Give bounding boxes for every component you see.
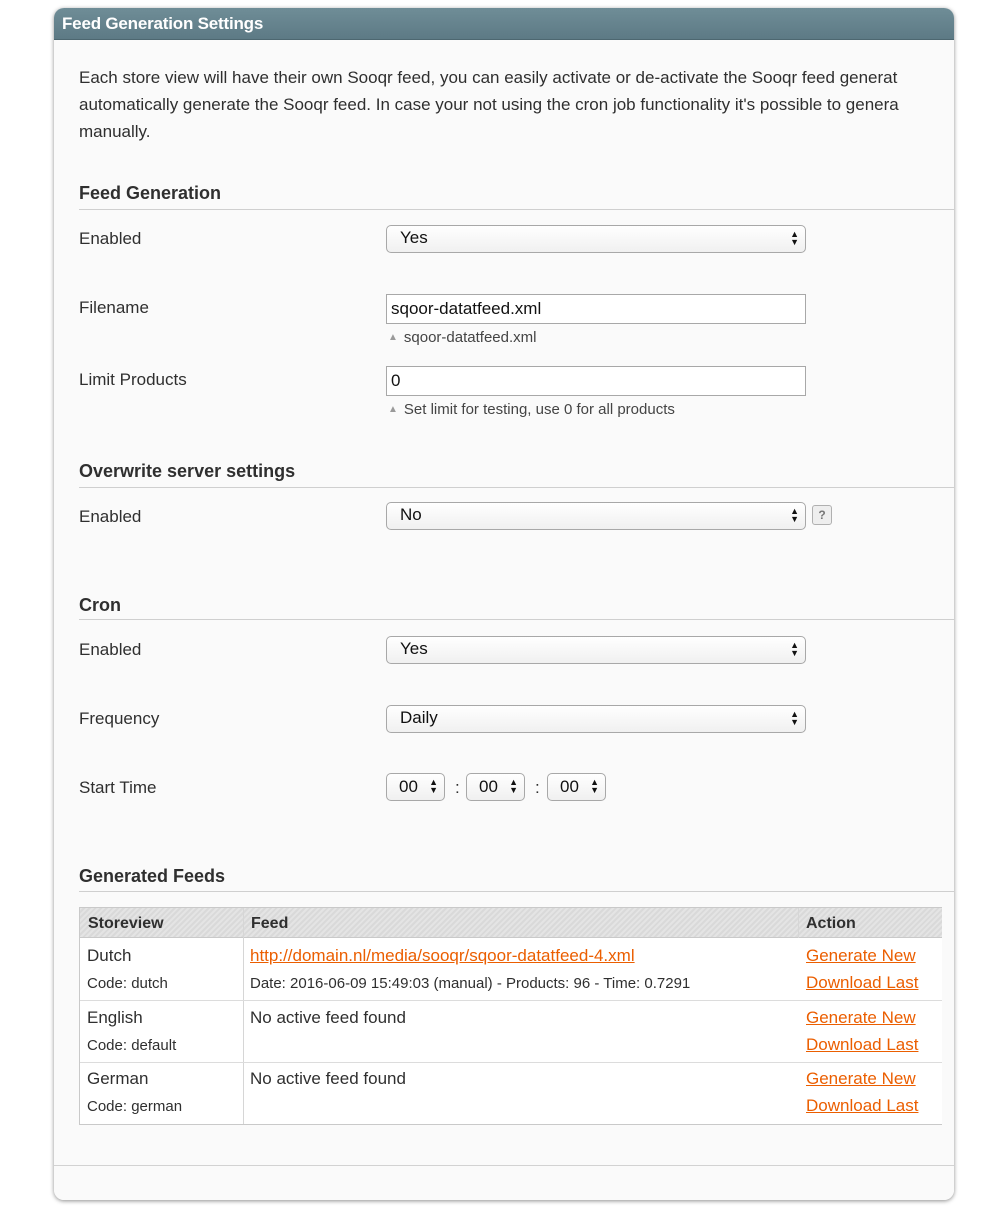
panel-header[interactable]	[54, 8, 954, 40]
feed-status: No active feed found	[250, 1008, 406, 1027]
column-divider	[798, 908, 799, 938]
section-title-cron: Cron	[79, 595, 121, 615]
frequency-label: Frequency	[79, 709, 160, 728]
store-code: Code: german	[87, 1098, 183, 1115]
select-arrows-icon: ▲ ▼	[590, 777, 599, 795]
section-title-generated-feeds: Generated Feeds	[79, 866, 226, 886]
cron-enabled-label: Enabled	[79, 640, 142, 659]
select-arrows-icon: ▲ ▼	[790, 640, 799, 658]
time-separator: :	[455, 778, 460, 797]
column-divider	[243, 908, 244, 1124]
download-last-link[interactable]: Download Last	[806, 1035, 919, 1054]
filename-hint-text: sqoor-datatfeed.xml	[403, 329, 537, 346]
download-last-link[interactable]: Download Last	[806, 1096, 919, 1115]
limit-products-input[interactable]: 0	[386, 366, 806, 396]
store-code: Code: default	[87, 1037, 177, 1054]
row-divider	[80, 1062, 942, 1063]
minute-select[interactable]	[466, 773, 525, 801]
store-name: German	[87, 1069, 149, 1088]
generated-feeds-table	[79, 907, 942, 1125]
feed-status: No active feed found	[250, 1069, 406, 1088]
store-name: Dutch	[87, 946, 132, 965]
frequency-select[interactable]	[386, 705, 806, 733]
intro-line: automatically generate the Sooqr feed. In case your not using the cron job functionality it's possible to genera	[79, 95, 899, 114]
second-select[interactable]	[547, 773, 606, 801]
time-separator: :	[535, 778, 540, 797]
overwrite-enabled-label: Enabled	[79, 507, 142, 526]
feed-link[interactable]: http://domain.nl/media/sooqr/sqoor-datatfeed-4.xml	[250, 946, 635, 965]
limit-products-label: Limit Products	[79, 370, 187, 389]
select-arrows-icon: ▲ ▼	[429, 777, 438, 795]
overwrite-enabled-value: No	[400, 505, 422, 524]
minute-value: 00	[479, 777, 498, 796]
table-header	[80, 908, 942, 938]
section-divider	[79, 891, 954, 892]
intro-line: manually.	[79, 122, 151, 141]
hour-select[interactable]	[386, 773, 445, 801]
select-arrows-icon: ▲ ▼	[790, 709, 799, 727]
intro-text	[79, 64, 942, 145]
filename-label: Filename	[79, 298, 149, 317]
second-value: 00	[560, 777, 579, 796]
overwrite-enabled-select[interactable]	[386, 502, 806, 530]
column-header-feed: Feed	[251, 915, 289, 932]
section-divider	[79, 209, 954, 210]
store-name: English	[87, 1008, 143, 1027]
section-title-overwrite: Overwrite server settings	[79, 461, 296, 481]
section-divider	[79, 619, 954, 620]
intro-line: Each store view will have their own Sooqr feed, you can easily activate or de-activate the Sooqr feed generat	[79, 68, 898, 87]
cron-enabled-select[interactable]	[386, 636, 806, 664]
panel-title: Feed Generation Settings	[62, 14, 264, 33]
section-divider	[79, 487, 954, 488]
section-title-feed-generation: Feed Generation	[79, 183, 222, 203]
limit-products-hint	[388, 401, 675, 418]
feed-enabled-value: Yes	[400, 228, 428, 247]
feed-enabled-label: Enabled	[79, 229, 142, 248]
limit-hint-text: Set limit for testing, use 0 for all products	[403, 401, 675, 418]
cron-enabled-value: Yes	[400, 639, 428, 658]
select-arrows-icon: ▲ ▼	[509, 777, 518, 795]
generate-new-link[interactable]: Generate New	[806, 946, 916, 965]
feed-meta: Date: 2016-06-09 15:49:03 (manual) - Products: 96 - Time: 0.7291	[250, 975, 691, 992]
generate-new-link[interactable]: Generate New	[806, 1069, 916, 1088]
download-last-link[interactable]: Download Last	[806, 973, 919, 992]
feed-enabled-select[interactable]	[386, 225, 806, 253]
generate-new-link[interactable]: Generate New	[806, 1008, 916, 1027]
column-header-storeview: Storeview	[88, 915, 164, 932]
hint-arrow-icon: ▲	[388, 404, 398, 415]
row-divider	[80, 1000, 942, 1001]
frequency-value: Daily	[400, 708, 438, 727]
store-code: Code: dutch	[87, 975, 168, 992]
help-icon[interactable]: ?	[812, 505, 832, 525]
filename-input[interactable]: sqoor-datatfeed.xml	[386, 294, 806, 324]
filename-hint	[388, 329, 536, 346]
panel-footer	[54, 1165, 954, 1200]
select-arrows-icon: ▲ ▼	[790, 229, 799, 247]
select-arrows-icon: ▲ ▼	[790, 506, 799, 524]
column-header-action: Action	[806, 915, 856, 932]
hour-value: 00	[399, 777, 418, 796]
hint-arrow-icon: ▲	[388, 332, 398, 343]
start-time-label: Start Time	[79, 778, 157, 797]
